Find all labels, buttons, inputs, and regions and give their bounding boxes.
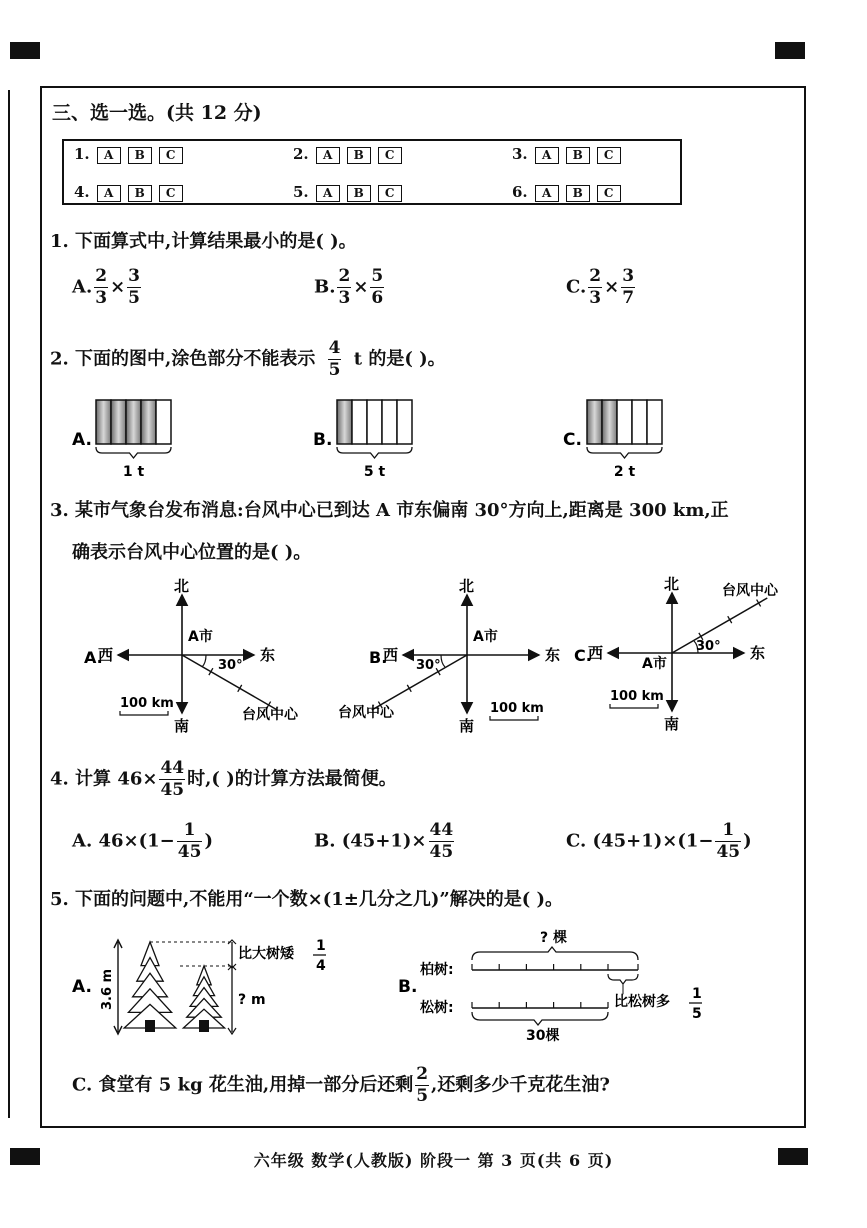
answer-row-5 — [293, 183, 402, 202]
tree-height-label: 3.6 m — [100, 968, 115, 1010]
south-label: 南 — [459, 717, 475, 735]
q2-caption: 1 t — [122, 464, 145, 480]
q2-stem-pre: 2. 下面的图中,涂色部分不能表示 — [50, 348, 316, 370]
answer-choice-box[interactable]: A — [97, 185, 121, 202]
frac-n: 1 — [692, 986, 702, 1002]
empty-cell — [617, 400, 632, 444]
empty-cell — [397, 400, 412, 444]
q1-option-c: C. $\frac{2}{3}$ × $\frac{3}{7}$ — [566, 266, 635, 308]
scale-label: 100 km — [120, 696, 174, 711]
q5-option-a-label: A. — [72, 977, 92, 997]
q2-option-label: A. — [72, 430, 92, 450]
answer-row-3 — [512, 145, 621, 164]
answer-row-number: 3. — [512, 145, 528, 163]
top-brace — [472, 947, 638, 960]
q2-caption: 2 t — [613, 464, 636, 480]
unknown-height: ? m — [238, 992, 266, 1008]
registration-mark-top-right — [775, 42, 805, 59]
q2-caption: 5 t — [363, 464, 386, 480]
page-footer: 六年级 数学(人教版) 阶段一 第 3 页(共 6 页) — [253, 1151, 614, 1170]
q4-option-a: A. 46×(1− $\frac{1}{45}$ ) — [72, 820, 213, 862]
q2-stem — [50, 340, 446, 379]
q4-fraction: $\frac{44}{45}$ — [160, 758, 185, 800]
row2-label: 松树: — [420, 1000, 454, 1016]
answer-choice-box[interactable]: A — [535, 185, 559, 202]
answer-row-1 — [74, 145, 183, 164]
answer-choice-box[interactable]: C — [159, 147, 183, 164]
answer-choice-box[interactable]: B — [566, 147, 590, 164]
south-label: 南 — [174, 717, 190, 735]
west-label: 西 — [98, 646, 114, 664]
answer-choice-box[interactable]: A — [535, 147, 559, 164]
total-unknown: ? 棵 — [540, 930, 567, 946]
bottom-brace — [472, 1012, 608, 1025]
q4-stem-pre: 4. 计算 46× — [50, 768, 158, 790]
frac-d: 4 — [316, 958, 326, 974]
north-label: 北 — [459, 577, 475, 595]
typhoon-label: 台风中心 — [242, 707, 298, 723]
shaded-cell — [141, 400, 156, 444]
typhoon-label: 台风中心 — [722, 583, 778, 599]
tree-trunk — [145, 1020, 155, 1032]
answer-row-4 — [74, 183, 183, 202]
empty-cell — [367, 400, 382, 444]
shorter-note: 比大树矮 — [238, 946, 294, 962]
q4-stem — [50, 760, 397, 799]
shaded-cell — [587, 400, 602, 444]
shaded-cell — [126, 400, 141, 444]
empty-cell — [352, 400, 367, 444]
q3-stem-line2: 确表示台风中心位置的是( )。 — [72, 542, 312, 563]
empty-cell — [647, 400, 662, 444]
q4-option-b: B. (45+1)× $\frac{44}{45}$ — [314, 820, 454, 862]
frac-d: 5 — [692, 1006, 702, 1022]
q4-stem-post: 时,( )的计算方法最简便。 — [187, 768, 397, 790]
answer-choice-box[interactable]: B — [347, 147, 371, 164]
q2-option-label: C. — [563, 430, 582, 450]
empty-cell — [156, 400, 171, 444]
pine-count: 30棵 — [526, 1028, 560, 1044]
q2-stem-post: t 的是( )。 — [353, 348, 446, 370]
south-label: 南 — [664, 715, 680, 733]
north-label: 北 — [664, 575, 680, 593]
q2-fraction: $\frac{4}{5}$ — [328, 338, 341, 380]
typhoon-label: 台风中心 — [338, 705, 394, 721]
frac-n: 1 — [316, 938, 326, 954]
empty-cell — [382, 400, 397, 444]
answer-row-number: 2. — [293, 145, 309, 163]
shaded-cell — [337, 400, 352, 444]
angle-label: 30° — [416, 658, 441, 673]
brace — [96, 447, 171, 458]
east-label: 东 — [750, 644, 766, 662]
scale-bar — [610, 704, 658, 708]
angle-label: 30° — [218, 658, 243, 673]
shaded-cell — [602, 400, 617, 444]
brace — [337, 447, 412, 458]
answer-choice-box[interactable]: A — [97, 147, 121, 164]
more-note: 比松树多 — [614, 994, 670, 1010]
answer-choice-box[interactable]: B — [566, 185, 590, 202]
section-title: 三、选一选。(共 12 分) — [52, 102, 262, 124]
answer-choice-box[interactable]: C — [378, 147, 402, 164]
answer-row-number: 1. — [74, 145, 90, 163]
q2-option-label: B. — [313, 430, 333, 450]
q5-option-b-label: B. — [398, 977, 418, 997]
q1-stem: 1. 下面算式中,计算结果最小的是( )。 — [50, 231, 357, 252]
answer-row-number: 5. — [293, 183, 309, 201]
q5-option-c: C. 食堂有 5 kg 花生油,用掉一部分后还剩 $\frac{2}{5}$ ,还剩多少千克花生油? — [72, 1064, 610, 1106]
q3-compass-diagrams — [0, 575, 867, 735]
scale-label: 100 km — [610, 689, 664, 704]
answer-choice-box[interactable]: A — [316, 147, 340, 164]
answer-row-2 — [293, 145, 402, 164]
answer-choice-box[interactable]: B — [128, 185, 152, 202]
answer-choice-box[interactable]: C — [159, 185, 183, 202]
brace — [587, 447, 662, 458]
north-label: 北 — [174, 577, 190, 595]
answer-choice-box[interactable]: C — [378, 185, 402, 202]
city-label: A市 — [188, 629, 213, 645]
q4-option-c: C. (45+1)×(1− $\frac{1}{45}$ ) — [566, 820, 752, 862]
east-label: 东 — [545, 646, 561, 664]
q2-figures — [0, 390, 867, 480]
q3-option-label: C. — [574, 646, 592, 665]
west-label: 西 — [383, 646, 399, 664]
answer-row-6 — [512, 183, 621, 202]
angle-label: 30° — [696, 639, 721, 654]
q3-stem-line1: 3. 某市气象台发布消息:台风中心已到达 A 市东偏南 30°方向上,距离是 300 km,正 — [50, 500, 729, 521]
scale-bar — [120, 711, 168, 715]
empty-cell — [632, 400, 647, 444]
registration-mark-top-left — [10, 42, 40, 59]
shaded-cell — [96, 400, 111, 444]
east-label: 东 — [260, 646, 276, 664]
scale-bar — [490, 716, 538, 720]
answer-choice-box[interactable]: C — [597, 147, 621, 164]
q3-option-label: B. — [369, 648, 388, 667]
answer-row-number: 6. — [512, 183, 528, 201]
city-label: A市 — [642, 656, 667, 672]
q1-option-b: B. $\frac{2}{3}$ × $\frac{5}{6}$ — [314, 266, 384, 308]
q5-stem: 5. 下面的问题中,不能用“一个数×(1±几分之几)”解决的是( )。 — [50, 889, 564, 910]
city-label: A市 — [473, 629, 498, 645]
tree-trunk — [199, 1020, 209, 1032]
shaded-cell — [111, 400, 126, 444]
answer-row-number: 4. — [74, 183, 90, 201]
q1-option-a: A. $\frac{2}{3}$ × $\frac{3}{5}$ — [72, 266, 141, 308]
scale-label: 100 km — [490, 701, 544, 716]
answer-choice-box[interactable]: B — [347, 185, 371, 202]
q5-figures — [0, 920, 867, 1050]
west-label: 西 — [588, 644, 604, 662]
answer-choice-box[interactable]: A — [316, 185, 340, 202]
row1-label: 柏树: — [420, 962, 454, 978]
answer-choice-box[interactable]: C — [597, 185, 621, 202]
extra-brace — [608, 974, 638, 984]
answer-choice-box[interactable]: B — [128, 147, 152, 164]
q3-option-label: A. — [84, 648, 103, 667]
